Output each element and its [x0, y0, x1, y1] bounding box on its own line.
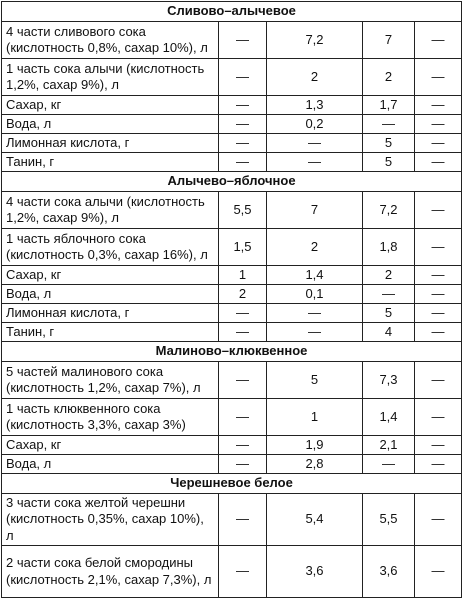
value-cell: 2: [363, 266, 415, 285]
value-cell: —: [267, 323, 363, 342]
value-cell: —: [219, 399, 267, 436]
value-cell: —: [415, 285, 462, 304]
value-cell: 1,4: [267, 266, 363, 285]
value-cell: —: [415, 455, 462, 474]
value-cell: —: [363, 455, 415, 474]
ingredient-cell: 4 части сока алычи (кислотность 1,2%, сахар 9%), л: [2, 192, 219, 229]
ingredient-cell: Танин, г: [2, 153, 219, 172]
ingredient-cell: Вода, л: [2, 115, 219, 134]
value-cell: 5: [267, 362, 363, 399]
value-cell: —: [267, 304, 363, 323]
value-cell: 0,1: [267, 285, 363, 304]
ingredient-cell: 5 частей малинового сока (кислотность 1,2%, сахар 7%), л: [2, 362, 219, 399]
table-row: [2, 399, 462, 436]
value-cell: —: [415, 399, 462, 436]
table-row: [2, 59, 462, 96]
value-cell: 5,4: [267, 494, 363, 546]
value-cell: —: [415, 494, 462, 546]
value-cell: 5: [363, 304, 415, 323]
ingredient-cell: 3 части сока желтой черешни (кислотность 0,35%, сахар 10%), л: [2, 494, 219, 546]
value-cell: 7,2: [363, 192, 415, 229]
value-cell: 2: [267, 229, 363, 266]
value-cell: 5: [363, 134, 415, 153]
value-cell: —: [363, 115, 415, 134]
value-cell: 5,5: [219, 192, 267, 229]
table-row: [2, 323, 462, 342]
ingredient-cell: 1 часть клюквенного сока (кислотность 3,3%, сахар 3%): [2, 399, 219, 436]
value-cell: 2,1: [363, 436, 415, 455]
ingredient-cell: 4 части сливового сока (кислотность 0,8%, сахар 10%), л: [2, 22, 219, 59]
section-header-row: [2, 2, 462, 22]
value-cell: —: [219, 59, 267, 96]
section-header-row: [2, 172, 462, 192]
table-row: [2, 494, 462, 546]
value-cell: 1: [267, 399, 363, 436]
value-cell: 1: [219, 266, 267, 285]
value-cell: —: [415, 546, 462, 598]
value-cell: 4: [363, 323, 415, 342]
value-cell: —: [219, 436, 267, 455]
table-row: [2, 285, 462, 304]
value-cell: —: [219, 96, 267, 115]
value-cell: 2: [267, 59, 363, 96]
value-cell: 3,6: [363, 546, 415, 598]
section-header-row: [2, 342, 462, 362]
section-title: Малиново–клюквенное: [2, 342, 462, 362]
value-cell: 1,5: [219, 229, 267, 266]
table-row: [2, 266, 462, 285]
table-row: [2, 362, 462, 399]
value-cell: 2: [363, 59, 415, 96]
value-cell: 7,3: [363, 362, 415, 399]
ingredient-cell: Лимонная кислота, г: [2, 134, 219, 153]
ingredient-cell: Вода, л: [2, 455, 219, 474]
table-row: [2, 455, 462, 474]
value-cell: —: [267, 134, 363, 153]
value-cell: —: [219, 546, 267, 598]
ingredient-cell: Лимонная кислота, г: [2, 304, 219, 323]
value-cell: —: [415, 134, 462, 153]
value-cell: 1,9: [267, 436, 363, 455]
value-cell: —: [415, 229, 462, 266]
value-cell: —: [219, 362, 267, 399]
value-cell: —: [415, 304, 462, 323]
value-cell: 5: [363, 153, 415, 172]
value-cell: —: [363, 285, 415, 304]
value-cell: 1,8: [363, 229, 415, 266]
recipe-table: [1, 1, 462, 598]
value-cell: 7: [267, 192, 363, 229]
value-cell: 1,3: [267, 96, 363, 115]
table-body: [2, 2, 462, 598]
value-cell: —: [219, 494, 267, 546]
value-cell: —: [415, 436, 462, 455]
value-cell: 0,2: [267, 115, 363, 134]
value-cell: 3,6: [267, 546, 363, 598]
value-cell: —: [415, 362, 462, 399]
value-cell: —: [267, 153, 363, 172]
table-row: [2, 96, 462, 115]
section-title: Черешневое белое: [2, 474, 462, 494]
value-cell: —: [219, 153, 267, 172]
value-cell: —: [219, 22, 267, 59]
section-header-row: [2, 474, 462, 494]
value-cell: —: [219, 134, 267, 153]
table-row: [2, 229, 462, 266]
table-row: [2, 134, 462, 153]
value-cell: 2: [219, 285, 267, 304]
value-cell: —: [219, 455, 267, 474]
ingredient-cell: Танин, г: [2, 323, 219, 342]
value-cell: —: [415, 323, 462, 342]
value-cell: —: [415, 266, 462, 285]
ingredient-cell: Вода, л: [2, 285, 219, 304]
table-row: [2, 304, 462, 323]
ingredient-cell: 1 часть яблочного сока (кислотность 0,3%, сахар 16%), л: [2, 229, 219, 266]
value-cell: 1,4: [363, 399, 415, 436]
value-cell: 7,2: [267, 22, 363, 59]
ingredient-cell: Сахар, кг: [2, 266, 219, 285]
table-row: [2, 546, 462, 598]
table-row: [2, 22, 462, 59]
value-cell: —: [415, 153, 462, 172]
table-row: [2, 192, 462, 229]
value-cell: —: [219, 304, 267, 323]
table-row: [2, 153, 462, 172]
value-cell: —: [219, 115, 267, 134]
ingredient-cell: Сахар, кг: [2, 436, 219, 455]
value-cell: 2,8: [267, 455, 363, 474]
value-cell: —: [415, 96, 462, 115]
value-cell: —: [415, 22, 462, 59]
ingredient-cell: 2 части сока белой смородины (кислотность 2,1%, сахар 7,3%), л: [2, 546, 219, 598]
ingredient-cell: Сахар, кг: [2, 96, 219, 115]
value-cell: 1,7: [363, 96, 415, 115]
value-cell: 7: [363, 22, 415, 59]
section-title: Сливово–алычевое: [2, 2, 462, 22]
value-cell: —: [415, 192, 462, 229]
table-row: [2, 115, 462, 134]
ingredient-cell: 1 часть сока алычи (кислотность 1,2%, сахар 9%), л: [2, 59, 219, 96]
table-row: [2, 436, 462, 455]
section-title: Алычево–яблочное: [2, 172, 462, 192]
value-cell: —: [415, 59, 462, 96]
value-cell: —: [219, 323, 267, 342]
value-cell: —: [415, 115, 462, 134]
value-cell: 5,5: [363, 494, 415, 546]
